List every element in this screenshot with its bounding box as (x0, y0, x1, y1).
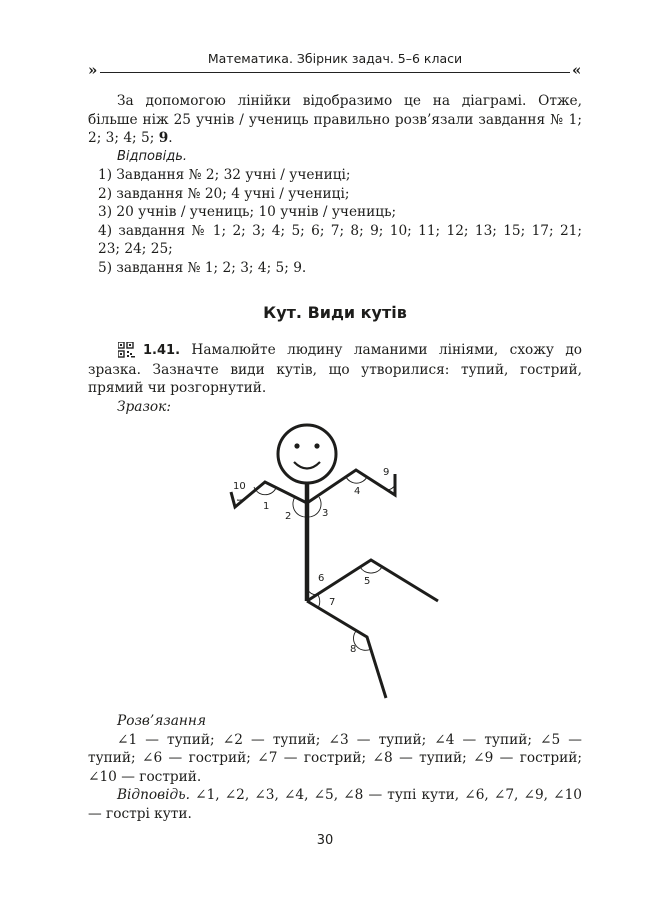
angle-arc-4 (346, 477, 367, 483)
angle-label-8: 8 (350, 644, 357, 655)
answer-item-4-cont: 23; 24; 25; (98, 241, 173, 257)
task-text: Намалюйте людину ламаними лініями, схожу до зразка. Зазначте види кутів, що утворилися: тупий, гострий, прямий чи розгорнутий. (88, 342, 582, 396)
figure-smile (294, 462, 320, 469)
angle-label-9: 9 (383, 467, 390, 478)
figure-eye-right (314, 443, 319, 448)
header-right-mark: « (572, 61, 582, 79)
sample-label: Зразок: (117, 398, 171, 415)
angle-label-5: 5 (364, 576, 371, 587)
figure-right-leg (307, 560, 438, 601)
header-left-mark: » (88, 61, 98, 79)
solution-answer (88, 786, 582, 823)
solution-answer-text: ∠1, ∠2, ∠3, ∠4, ∠5, ∠8 — тупі кути, ∠6, ∠7, ∠9, ∠10 — гострі кути. (88, 787, 582, 822)
solution-text: ∠1 — тупий; ∠2 — тупий; ∠3 — тупий; ∠4 — тупий; ∠5 — тупий; ∠6 — гострий; ∠7 — гострий; ∠8 — тупий; ∠9 — гострий; ∠10 — гострий. (88, 731, 582, 785)
figure-head (278, 425, 336, 483)
angle-label-4: 4 (354, 486, 361, 497)
answer-item-5: 5) завдання № 1; 2; 3; 4; 5; 9. (98, 259, 307, 276)
intro-text: За допомогою лінійки відобразимо це на діаграмі. Отже, більше ніж 25 учнів / учениць правильно розв’язали завдання № 1; 2; 3; 4; 5; (88, 93, 582, 146)
answer-item-4: 4) завдання № 1; 2; 3; 4; 5; 6; 7; 8; 9; 10; 11; 12; 13; 15; 17; 21; (98, 222, 582, 239)
solution-block (88, 712, 582, 823)
section-title: Кут. Види кутів (263, 303, 407, 322)
angle-label-7: 7 (329, 597, 336, 608)
angle-label-3: 3 (322, 508, 329, 519)
solution-title: Розв’язання (117, 713, 207, 729)
figure-right-arm (307, 470, 395, 503)
answer-title: Відповідь. (117, 148, 188, 164)
answer-item-2: 2) завдання № 20; 4 учні / учениці; (98, 185, 350, 202)
answer-item-3: 3) 20 учнів / учениць; 10 учнів / учениць; (98, 204, 397, 220)
answer-item-1: 1) Завдання № 2; 32 учні / учениці; (98, 167, 351, 183)
angle-label-6: 6 (318, 573, 325, 584)
task-number: 1.41. (143, 343, 181, 358)
running-header: Математика. Збірник задач. 5–6 класи (207, 51, 463, 66)
intro-bold-number: 9 (158, 130, 169, 146)
angle-label-2: 2 (285, 511, 292, 522)
figure-left-leg (307, 601, 386, 698)
angle-arc-5 (360, 567, 382, 573)
solution-answer-label: Відповідь. (117, 787, 190, 803)
page-number: 30 (316, 833, 334, 848)
angle-label-1: 1 (263, 501, 270, 512)
angle-label-10: 10 (233, 481, 246, 492)
intro-period: . (168, 130, 173, 146)
figure-eye-left (294, 443, 299, 448)
